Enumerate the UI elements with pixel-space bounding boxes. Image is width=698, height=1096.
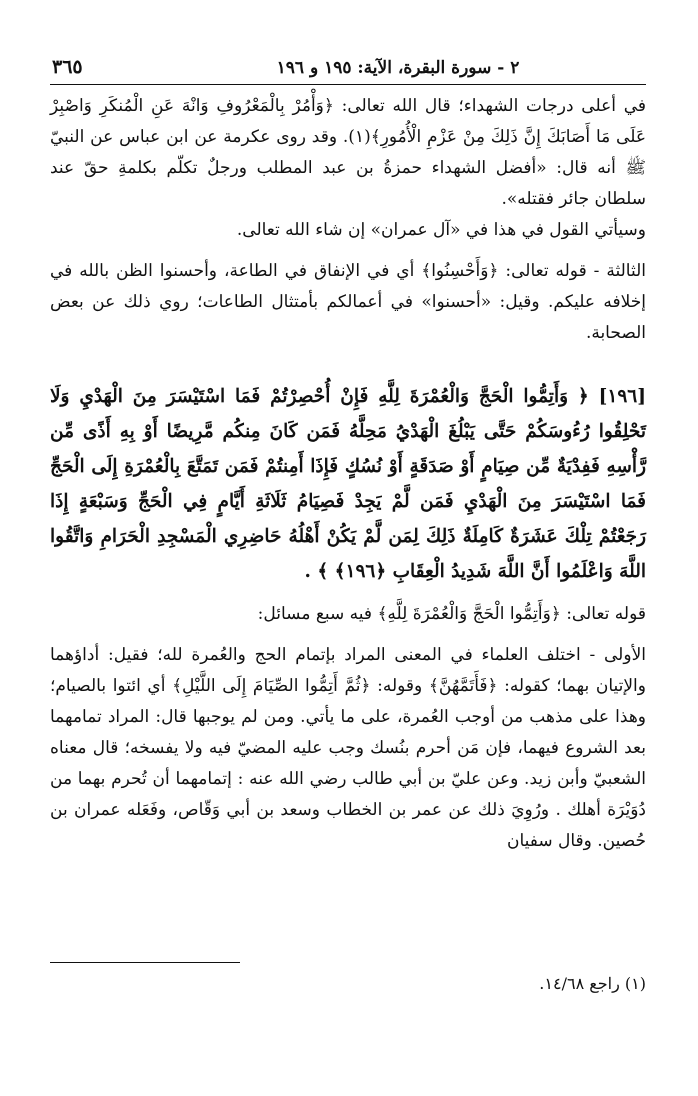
book-page <box>50 50 646 1060</box>
commentary-top <box>50 91 646 349</box>
running-title: ٢ - سورة البقرة، الآية: ١٩٥ و ١٩٦ <box>276 58 520 78</box>
footnote-divider <box>50 962 240 963</box>
footnote: (١) راجع ١٤/٦٨. <box>539 974 646 993</box>
paragraph-cross-reference: وسيأتي القول في هذا في «آل عمران» إن شاء الله تعالى. <box>236 220 646 240</box>
commentary-main <box>50 599 646 857</box>
page-header <box>50 50 646 85</box>
commentary-intro: قوله تعالى: ﴿وَأَتِمُّوا الْحَجَّ وَالْعُمْرَةَ لِلَّهِ﴾ فيه سبع مسائل: <box>257 604 646 624</box>
paragraph-third-issue: الثالثة - قوله تعالى: ﴿وَأَحْسِنُوا﴾ أي في الإنفاق في الطاعة، وأحسنوا الظن بالله في إخلافه عليكم. وقيل: «أحسنوا» في أعمالكم بأمتثال الطاعات؛ روي ذلك عن بعض الصحابة. <box>50 261 646 343</box>
verse-number: [١٩٦] <box>598 386 646 407</box>
paragraph-first-issue: الأولى - اختلف العلماء في المعنى المراد بإتمام الحج والعُمرة لله؛ فقيل: أداؤهما والإتيان بهما؛ كقوله: ﴿فَأَتَمَّهُنَّ﴾ وقوله: ﴿ثُمَّ أَتِمُّوا الصِّيَامَ إِلَى اللَّيْلِ﴾ أي ائتوا بالصيام؛ وهذا على مذهب من أوجب العُمرة، على ما يأتي. ومن لم يوجبها قال: المراد تمامهما بعد الشروع فيهما، فإن مَن أحرم بنُسك وجب عليه المضيّ فيه ولا يفسخه؛ قال معناه الشعبيّ وأبن زيد. وعن عليّ بن أبي طالب رضي الله عنه : إتمامهما أن تُحرم بهما من دُوَيْرَة أهلك . ورُوِيَ ذلك عن عمر بن الخطاب وسعد بن أبي وَقّاص، وفَعَله عمران بن حُصين. وقال سفيان <box>50 645 646 851</box>
verse-text: ﴿ وَأَتِمُّوا الْحَجَّ وَالْعُمْرَةَ لِلَّهِ فَإِنْ أُحْصِرْتُمْ فَمَا اسْتَيْسَرَ مِنَ الْهَدْيِ وَلَا تَحْلِقُوا رُءُوسَكُمْ حَتَّى يَبْلُغَ الْهَدْيُ مَحِلَّهُ فَمَن كَانَ مِنكُم مَّرِيضًا أَوْ بِهِ أَذًى مِّن رَّأْسِهِ فَفِدْيَةٌ مِّن صِيَامٍ أَوْ صَدَقَةٍ أَوْ نُسُكٍ فَإِذَا أَمِنتُمْ فَمَن تَمَتَّعَ بِالْعُمْرَةِ إِلَى الْحَجِّ فَمَا اسْتَيْسَرَ مِنَ الْهَدْيِ فَمَن لَّمْ يَجِدْ فَصِيَامُ ثَلَاثَةِ أَيَّامٍ فِي الْحَجِّ وَسَبْعَةٍ إِذَا رَجَعْتُمْ تِلْكَ عَشَرَةٌ كَامِلَةٌ ذَلِكَ لِمَن لَّمْ يَكُنْ أَهْلُهُ حَاضِرِي الْمَسْجِدِ الْحَرَامِ وَاتَّقُوا اللَّهَ وَاعْلَمُوا أَنَّ اللَّهَ شَدِيدُ الْعِقَابِ ﴿١٩٦﴾ ﴾ . <box>50 386 646 582</box>
quran-verse-block <box>50 379 646 589</box>
paragraph-martyrs: في أعلى درجات الشهداء؛ قال الله تعالى: ﴿وَأْمُرْ بِالْمَعْرُوفِ وَانْهَ عَنِ الْمُنكَرِ وَاصْبِرْ عَلَى مَا أَصَابَكَ إِنَّ ذَلِكَ مِنْ عَزْمِ الْأُمُورِ﴾(١). وقد روى عكرمة عن ابن عباس عن النبيّ ﷺ أنه قال: «أفضل الشهداء حمزةُ بن عبد المطلب ورجلٌ تكلّم بكلمةِ حقّ عند سلطان جائر فقتله». <box>50 96 646 209</box>
page-number: ٣٦٥ <box>52 56 83 78</box>
